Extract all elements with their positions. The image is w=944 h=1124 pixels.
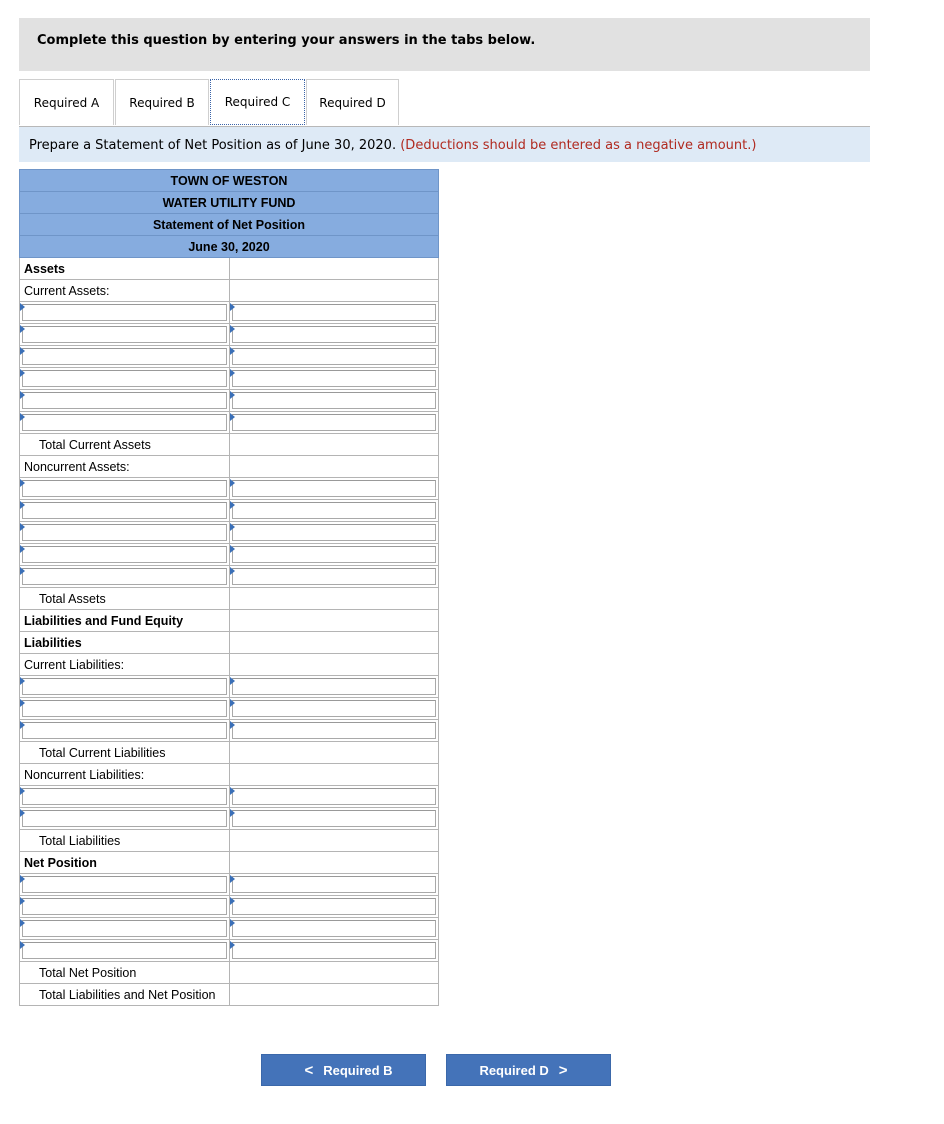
account-input-cell: [20, 478, 230, 500]
account-input-cell: [20, 390, 230, 412]
row-label-cell: [20, 434, 230, 456]
row-label-cell: [20, 830, 230, 852]
statement-row-current-assets: [20, 280, 439, 302]
dropdown-marker-icon: [230, 391, 235, 399]
tab-required-d[interactable]: Required D: [306, 79, 399, 125]
amount-input-cell: [229, 544, 439, 566]
statement-title-line: WATER UTILITY FUND: [20, 192, 439, 214]
amount-cell: [229, 610, 439, 632]
row-label-cell: [20, 852, 230, 874]
row-label: Total Liabilities: [39, 833, 121, 848]
input-row: [20, 808, 439, 830]
dropdown-marker-icon: [230, 325, 235, 333]
dropdown-marker-icon: [230, 369, 235, 377]
input-row: [20, 500, 439, 522]
amount-input[interactable]: [232, 876, 437, 893]
input-row: [20, 390, 439, 412]
statement-row-liabilities: [20, 632, 439, 654]
dropdown-marker-icon: [20, 875, 25, 883]
account-input[interactable]: [22, 480, 227, 497]
input-row: [20, 324, 439, 346]
account-input-cell: [20, 918, 230, 940]
row-label-cell: [20, 764, 230, 786]
amount-cell: [229, 852, 439, 874]
statement-title-row: [20, 236, 439, 258]
dropdown-marker-icon: [230, 545, 235, 553]
dropdown-marker-icon: [230, 875, 235, 883]
account-input-cell: [20, 808, 230, 830]
input-row: [20, 896, 439, 918]
statement-row-total-assets: [20, 588, 439, 610]
dropdown-marker-icon: [20, 699, 25, 707]
prev-button-label: Required B: [323, 1062, 393, 1078]
amount-cell: [229, 588, 439, 610]
row-label: Total Liabilities and Net Position: [39, 987, 216, 1002]
dropdown-marker-icon: [20, 347, 25, 355]
account-input-cell: [20, 874, 230, 896]
next-button[interactable]: [446, 1054, 611, 1086]
amount-input[interactable]: [232, 370, 437, 387]
row-label: Liabilities and Fund Equity: [24, 613, 184, 628]
account-input-cell: [20, 566, 230, 588]
chevron-left-icon: <: [304, 1061, 314, 1079]
amount-input[interactable]: [232, 502, 437, 519]
question-header: [19, 18, 870, 71]
input-row: [20, 566, 439, 588]
amount-cell: [229, 456, 439, 478]
prev-button[interactable]: [261, 1054, 426, 1086]
input-row: [20, 918, 439, 940]
amount-input[interactable]: [232, 480, 437, 497]
amount-input-cell: [229, 368, 439, 390]
dropdown-marker-icon: [20, 413, 25, 421]
amount-input[interactable]: [232, 348, 437, 365]
dropdown-marker-icon: [230, 941, 235, 949]
account-input-cell: [20, 346, 230, 368]
account-input-cell: [20, 896, 230, 918]
account-input-cell: [20, 676, 230, 698]
input-row: [20, 698, 439, 720]
account-input-cell: [20, 412, 230, 434]
row-label: Total Current Assets: [39, 437, 151, 452]
account-input[interactable]: [22, 524, 227, 541]
row-label-cell: [20, 984, 230, 1006]
dropdown-marker-icon: [20, 501, 25, 509]
statement-row-total-liabilities: [20, 830, 439, 852]
account-input[interactable]: [22, 348, 227, 365]
input-row: [20, 544, 439, 566]
account-input-cell: [20, 544, 230, 566]
header-instruction: Complete this question by entering your answers in the tabs below.: [37, 33, 536, 48]
row-label-cell: [20, 258, 230, 280]
amount-input-cell: [229, 676, 439, 698]
dropdown-marker-icon: [230, 787, 235, 795]
instruction-text: [29, 138, 756, 153]
account-input[interactable]: [22, 876, 227, 893]
amount-input[interactable]: [232, 942, 437, 959]
account-input[interactable]: [22, 502, 227, 519]
dropdown-marker-icon: [20, 897, 25, 905]
amount-input-cell: [229, 346, 439, 368]
amount-input-cell: [229, 808, 439, 830]
tab-required-a[interactable]: Required A: [19, 79, 114, 125]
statement-title-row: [20, 214, 439, 236]
tab-required-b[interactable]: Required B: [115, 79, 209, 125]
amount-input-cell: [229, 918, 439, 940]
input-row: [20, 412, 439, 434]
dropdown-marker-icon: [20, 325, 25, 333]
input-row: [20, 522, 439, 544]
dropdown-marker-icon: [20, 303, 25, 311]
account-input[interactable]: [22, 392, 227, 409]
row-label: Total Current Liabilities: [39, 745, 166, 760]
account-input-cell: [20, 786, 230, 808]
amount-input[interactable]: [232, 700, 437, 717]
statement-table: [19, 169, 439, 1006]
input-row: [20, 676, 439, 698]
row-label: Assets: [24, 261, 65, 276]
account-input-cell: [20, 368, 230, 390]
account-input-cell: [20, 940, 230, 962]
statement-title-line: June 30, 2020: [20, 236, 439, 258]
dropdown-marker-icon: [230, 347, 235, 355]
input-row: [20, 368, 439, 390]
dropdown-marker-icon: [230, 501, 235, 509]
amount-cell: [229, 654, 439, 676]
row-label-cell: [20, 610, 230, 632]
amount-input[interactable]: [232, 920, 437, 937]
account-input[interactable]: [22, 810, 227, 827]
statement-title-line: Statement of Net Position: [20, 214, 439, 236]
amount-cell: [229, 764, 439, 786]
prompt-text: Prepare a Statement of Net Position as of June 30, 2020.: [29, 138, 397, 153]
account-input[interactable]: [22, 678, 227, 695]
account-input-cell: [20, 522, 230, 544]
amount-input[interactable]: [232, 678, 437, 695]
input-row: [20, 346, 439, 368]
amount-input-cell: [229, 566, 439, 588]
amount-input[interactable]: [232, 304, 437, 321]
account-input[interactable]: [22, 304, 227, 321]
dropdown-marker-icon: [20, 391, 25, 399]
row-label: Noncurrent Liabilities:: [24, 767, 145, 782]
row-label-cell: [20, 742, 230, 764]
account-input[interactable]: [22, 370, 227, 387]
amount-input-cell: [229, 478, 439, 500]
dropdown-marker-icon: [230, 809, 235, 817]
input-row: [20, 478, 439, 500]
dropdown-marker-icon: [230, 523, 235, 531]
account-input-cell: [20, 302, 230, 324]
dropdown-marker-icon: [20, 787, 25, 795]
dropdown-marker-icon: [230, 479, 235, 487]
statement-row-total-current-assets: [20, 434, 439, 456]
amount-input[interactable]: [232, 414, 437, 431]
row-label-cell: [20, 654, 230, 676]
account-input[interactable]: [22, 788, 227, 805]
row-label-cell: [20, 632, 230, 654]
instruction-panel: [19, 127, 870, 162]
account-input[interactable]: [22, 414, 227, 431]
account-input-cell: [20, 500, 230, 522]
amount-input-cell: [229, 500, 439, 522]
amount-cell: [229, 742, 439, 764]
amount-cell: [229, 984, 439, 1006]
input-row: [20, 874, 439, 896]
account-input-cell: [20, 698, 230, 720]
amount-input-cell: [229, 412, 439, 434]
statement-title-line: TOWN OF WESTON: [20, 170, 439, 192]
account-input[interactable]: [22, 942, 227, 959]
amount-cell: [229, 434, 439, 456]
account-input[interactable]: [22, 898, 227, 915]
account-input[interactable]: [22, 568, 227, 585]
amount-input-cell: [229, 302, 439, 324]
dropdown-marker-icon: [20, 479, 25, 487]
dropdown-marker-icon: [20, 809, 25, 817]
dropdown-marker-icon: [20, 721, 25, 729]
tab-bar: [19, 79, 870, 127]
row-label: Total Net Position: [39, 965, 137, 980]
amount-cell: [229, 962, 439, 984]
amount-input-cell: [229, 698, 439, 720]
row-label-cell: [20, 962, 230, 984]
amount-input[interactable]: [232, 326, 437, 343]
amount-input-cell: [229, 786, 439, 808]
amount-cell: [229, 280, 439, 302]
account-input[interactable]: [22, 326, 227, 343]
dropdown-marker-icon: [20, 919, 25, 927]
amount-input-cell: [229, 324, 439, 346]
amount-input[interactable]: [232, 392, 437, 409]
amount-input[interactable]: [232, 568, 437, 585]
dropdown-marker-icon: [230, 721, 235, 729]
row-label: Current Liabilities:: [24, 657, 125, 672]
input-row: [20, 786, 439, 808]
row-label: Net Position: [24, 855, 97, 870]
row-label-cell: [20, 588, 230, 610]
amount-input[interactable]: [232, 898, 437, 915]
statement-row-total-current-liabilities: [20, 742, 439, 764]
account-input[interactable]: [22, 722, 227, 739]
row-label: Liabilities: [24, 635, 82, 650]
amount-input[interactable]: [232, 722, 437, 739]
tab-required-c[interactable]: Required C: [210, 79, 305, 125]
dropdown-marker-icon: [230, 919, 235, 927]
amount-input[interactable]: [232, 524, 437, 541]
statement-title-row: [20, 192, 439, 214]
dropdown-marker-icon: [20, 523, 25, 531]
account-input-cell: [20, 720, 230, 742]
account-input[interactable]: [22, 546, 227, 563]
prompt-note: (Deductions should be entered as a negative amount.): [400, 138, 757, 153]
amount-cell: [229, 632, 439, 654]
amount-input-cell: [229, 390, 439, 412]
row-label: Noncurrent Assets:: [24, 459, 130, 474]
dropdown-marker-icon: [230, 677, 235, 685]
row-label: Current Assets:: [24, 283, 110, 298]
input-row: [20, 720, 439, 742]
input-row: [20, 940, 439, 962]
row-label-cell: [20, 280, 230, 302]
amount-input-cell: [229, 896, 439, 918]
amount-input[interactable]: [232, 546, 437, 563]
dropdown-marker-icon: [20, 567, 25, 575]
dropdown-marker-icon: [20, 545, 25, 553]
amount-cell: [229, 258, 439, 280]
amount-input-cell: [229, 874, 439, 896]
statement-row-total-net-position: [20, 962, 439, 984]
statement-row-liabilities-and-fund-equity: [20, 610, 439, 632]
statement-row-noncurrent-liabilities: [20, 764, 439, 786]
account-input-cell: [20, 324, 230, 346]
row-label-cell: [20, 456, 230, 478]
statement-row-current-liabilities: [20, 654, 439, 676]
dropdown-marker-icon: [230, 567, 235, 575]
amount-input-cell: [229, 940, 439, 962]
statement-title-row: [20, 170, 439, 192]
dropdown-marker-icon: [20, 941, 25, 949]
amount-input[interactable]: [232, 810, 437, 827]
amount-input-cell: [229, 720, 439, 742]
account-input[interactable]: [22, 920, 227, 937]
statement-row-assets: [20, 258, 439, 280]
amount-input-cell: [229, 522, 439, 544]
dropdown-marker-icon: [20, 369, 25, 377]
dropdown-marker-icon: [230, 413, 235, 421]
account-input[interactable]: [22, 700, 227, 717]
dropdown-marker-icon: [230, 699, 235, 707]
chevron-right-icon: >: [558, 1061, 568, 1079]
statement-row-noncurrent-assets: [20, 456, 439, 478]
statement-row-total-liabilities-and-net-position: [20, 984, 439, 1006]
row-label: Total Assets: [39, 591, 106, 606]
dropdown-marker-icon: [230, 897, 235, 905]
dropdown-marker-icon: [230, 303, 235, 311]
amount-input[interactable]: [232, 788, 437, 805]
amount-cell: [229, 830, 439, 852]
next-button-label: Required D: [479, 1062, 549, 1078]
statement-row-net-position: [20, 852, 439, 874]
dropdown-marker-icon: [20, 677, 25, 685]
input-row: [20, 302, 439, 324]
